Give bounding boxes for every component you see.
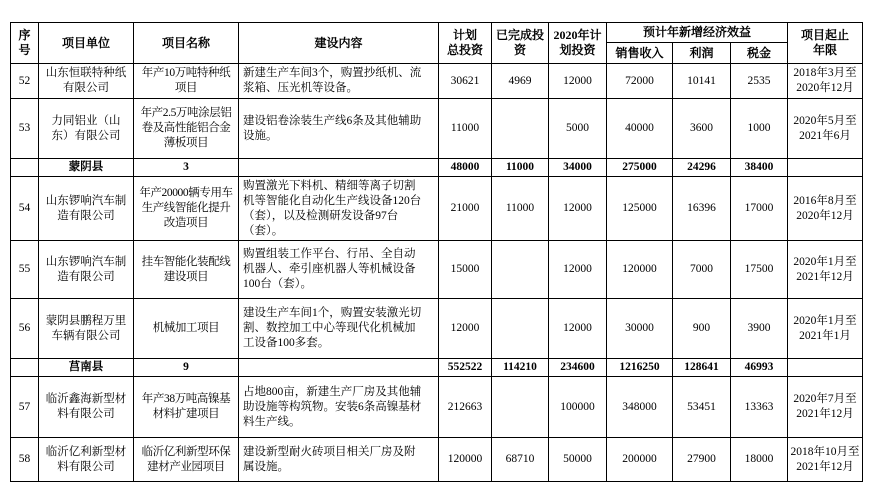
plan-2020-cell: 234600 (549, 359, 607, 377)
header-content: 建设内容 (239, 23, 439, 64)
table-row (11, 438, 863, 482)
sales-cell: 125000 (607, 177, 673, 241)
content-cell: 占地800亩，新建生产厂房及其他辅 助设施等构筑物。安装6条高镍基材 料生产线。 (239, 377, 439, 438)
completed-investment-cell: 4969 (492, 64, 549, 99)
seq-cell (11, 359, 39, 377)
period-cell: 2020年7月至 2021年12月 (788, 377, 863, 438)
plan-2020-cell: 12000 (549, 177, 607, 241)
profit-cell: 7000 (673, 241, 731, 299)
tax-cell: 18000 (731, 438, 788, 482)
sales-cell: 1216250 (607, 359, 673, 377)
sales-cell: 40000 (607, 99, 673, 159)
header-project-name: 项目名称 (134, 23, 239, 64)
header-sales: 销售收入 (607, 43, 673, 64)
total-investment-cell: 21000 (439, 177, 492, 241)
content-cell (239, 159, 439, 177)
tax-cell: 1000 (731, 99, 788, 159)
header-profit: 利润 (673, 43, 731, 64)
header-economic-benefit: 预计年新增经济效益 (607, 23, 788, 43)
table-row (11, 299, 863, 359)
total-investment-cell: 11000 (439, 99, 492, 159)
sales-cell: 275000 (607, 159, 673, 177)
table-row (11, 377, 863, 438)
table-row (11, 64, 863, 99)
unit-cell: 蒙阴县鹏程万里 车辆有限公司 (39, 299, 134, 359)
project-name-cell: 年产20000辆专用车 生产线智能化提升 改造项目 (134, 177, 239, 241)
header-row (11, 23, 863, 43)
total-investment-cell: 30621 (439, 64, 492, 99)
project-name-cell: 年产2.5万吨涂层铝 卷及高性能铝合金 薄板项目 (134, 99, 239, 159)
completed-investment-cell (492, 99, 549, 159)
header-period: 项目起止 年限 (788, 23, 863, 64)
project-name-cell: 挂车智能化装配线 建设项目 (134, 241, 239, 299)
sales-cell: 200000 (607, 438, 673, 482)
plan-2020-cell: 5000 (549, 99, 607, 159)
project-count-cell: 3 (134, 159, 239, 177)
profit-cell: 3600 (673, 99, 731, 159)
period-cell (788, 359, 863, 377)
tax-cell: 17000 (731, 177, 788, 241)
content-cell: 新建生产车间3个，购置抄纸机、流 浆箱、压光机等设备。 (239, 64, 439, 99)
total-investment-cell: 212663 (439, 377, 492, 438)
sales-cell: 72000 (607, 64, 673, 99)
sales-cell: 30000 (607, 299, 673, 359)
project-count-cell: 9 (134, 359, 239, 377)
county-subtotal-row (11, 359, 863, 377)
profit-cell: 24296 (673, 159, 731, 177)
tax-cell: 13363 (731, 377, 788, 438)
profit-cell: 16396 (673, 177, 731, 241)
period-cell (788, 159, 863, 177)
table-row (11, 99, 863, 159)
content-cell: 购置激光下料机、精细等离子切割 机等智能化自动化生产线设备120台 （套），以及检测研发设备97台 （套）。 (239, 177, 439, 241)
header-total-investment: 计划 总投资 (439, 23, 492, 64)
profit-cell: 900 (673, 299, 731, 359)
unit-cell: 山东恒联特种纸 有限公司 (39, 64, 134, 99)
seq-cell: 54 (11, 177, 39, 241)
tax-cell: 38400 (731, 159, 788, 177)
table-row (11, 177, 863, 241)
county-name-cell: 蒙阴县 (39, 159, 134, 177)
unit-cell: 山东锣响汽车制 造有限公司 (39, 241, 134, 299)
plan-2020-cell: 50000 (549, 438, 607, 482)
tax-cell: 3900 (731, 299, 788, 359)
completed-investment-cell: 114210 (492, 359, 549, 377)
period-cell: 2020年5月至 2021年6月 (788, 99, 863, 159)
content-cell (239, 359, 439, 377)
plan-2020-cell: 12000 (549, 64, 607, 99)
project-name-cell: 机械加工项目 (134, 299, 239, 359)
completed-investment-cell: 11000 (492, 159, 549, 177)
seq-cell: 57 (11, 377, 39, 438)
period-cell: 2018年10月至 2021年12月 (788, 438, 863, 482)
content-cell: 建设铝卷涂装生产线6条及其他辅助 设施。 (239, 99, 439, 159)
profit-cell: 128641 (673, 359, 731, 377)
header-completed-investment: 已完成投 资 (492, 23, 549, 64)
seq-cell: 56 (11, 299, 39, 359)
seq-cell: 53 (11, 99, 39, 159)
period-cell: 2016年8月至 2020年12月 (788, 177, 863, 241)
project-table (10, 22, 863, 482)
plan-2020-cell: 12000 (549, 299, 607, 359)
unit-cell: 临沂亿利新型材 料有限公司 (39, 438, 134, 482)
profit-cell: 10141 (673, 64, 731, 99)
project-name-cell: 年产38万吨高镍基 材料扩建项目 (134, 377, 239, 438)
seq-cell (11, 159, 39, 177)
completed-investment-cell (492, 299, 549, 359)
plan-2020-cell: 12000 (549, 241, 607, 299)
county-subtotal-row (11, 159, 863, 177)
seq-cell: 55 (11, 241, 39, 299)
period-cell: 2018年3月至 2020年12月 (788, 64, 863, 99)
completed-investment-cell: 68710 (492, 438, 549, 482)
total-investment-cell: 48000 (439, 159, 492, 177)
plan-2020-cell: 34000 (549, 159, 607, 177)
profit-cell: 53451 (673, 377, 731, 438)
county-name-cell: 莒南县 (39, 359, 134, 377)
period-cell: 2020年1月至 2021年1月 (788, 299, 863, 359)
header-seq: 序号 (11, 23, 39, 64)
content-cell: 建设生产车间1个，购置安装激光切 割、数控加工中心等现代化机械加 工设备100多套。 (239, 299, 439, 359)
unit-cell: 临沂鑫海新型材 料有限公司 (39, 377, 134, 438)
total-investment-cell: 15000 (439, 241, 492, 299)
profit-cell: 27900 (673, 438, 731, 482)
tax-cell: 17500 (731, 241, 788, 299)
tax-cell: 46993 (731, 359, 788, 377)
header-plan-2020: 2020年计 划投资 (549, 23, 607, 64)
completed-investment-cell (492, 241, 549, 299)
unit-cell: 山东锣响汽车制 造有限公司 (39, 177, 134, 241)
sales-cell: 120000 (607, 241, 673, 299)
completed-investment-cell (492, 377, 549, 438)
unit-cell: 力同铝业（山 东）有限公司 (39, 99, 134, 159)
project-name-cell: 年产10万吨特种纸 项目 (134, 64, 239, 99)
tax-cell: 2535 (731, 64, 788, 99)
content-cell: 建设新型耐火砖项目相关厂房及附 属设施。 (239, 438, 439, 482)
seq-cell: 58 (11, 438, 39, 482)
content-cell: 购置组装工作平台、行吊、全自动 机器人、牵引座机器人等机械设备 100台（套）。 (239, 241, 439, 299)
header-tax: 税金 (731, 43, 788, 64)
project-name-cell: 临沂亿利新型环保 建材产业园项目 (134, 438, 239, 482)
header-unit: 项目单位 (39, 23, 134, 64)
total-investment-cell: 12000 (439, 299, 492, 359)
completed-investment-cell: 11000 (492, 177, 549, 241)
seq-cell: 52 (11, 64, 39, 99)
table-row (11, 241, 863, 299)
total-investment-cell: 552522 (439, 359, 492, 377)
total-investment-cell: 120000 (439, 438, 492, 482)
plan-2020-cell: 100000 (549, 377, 607, 438)
sales-cell: 348000 (607, 377, 673, 438)
period-cell: 2020年1月至 2021年12月 (788, 241, 863, 299)
